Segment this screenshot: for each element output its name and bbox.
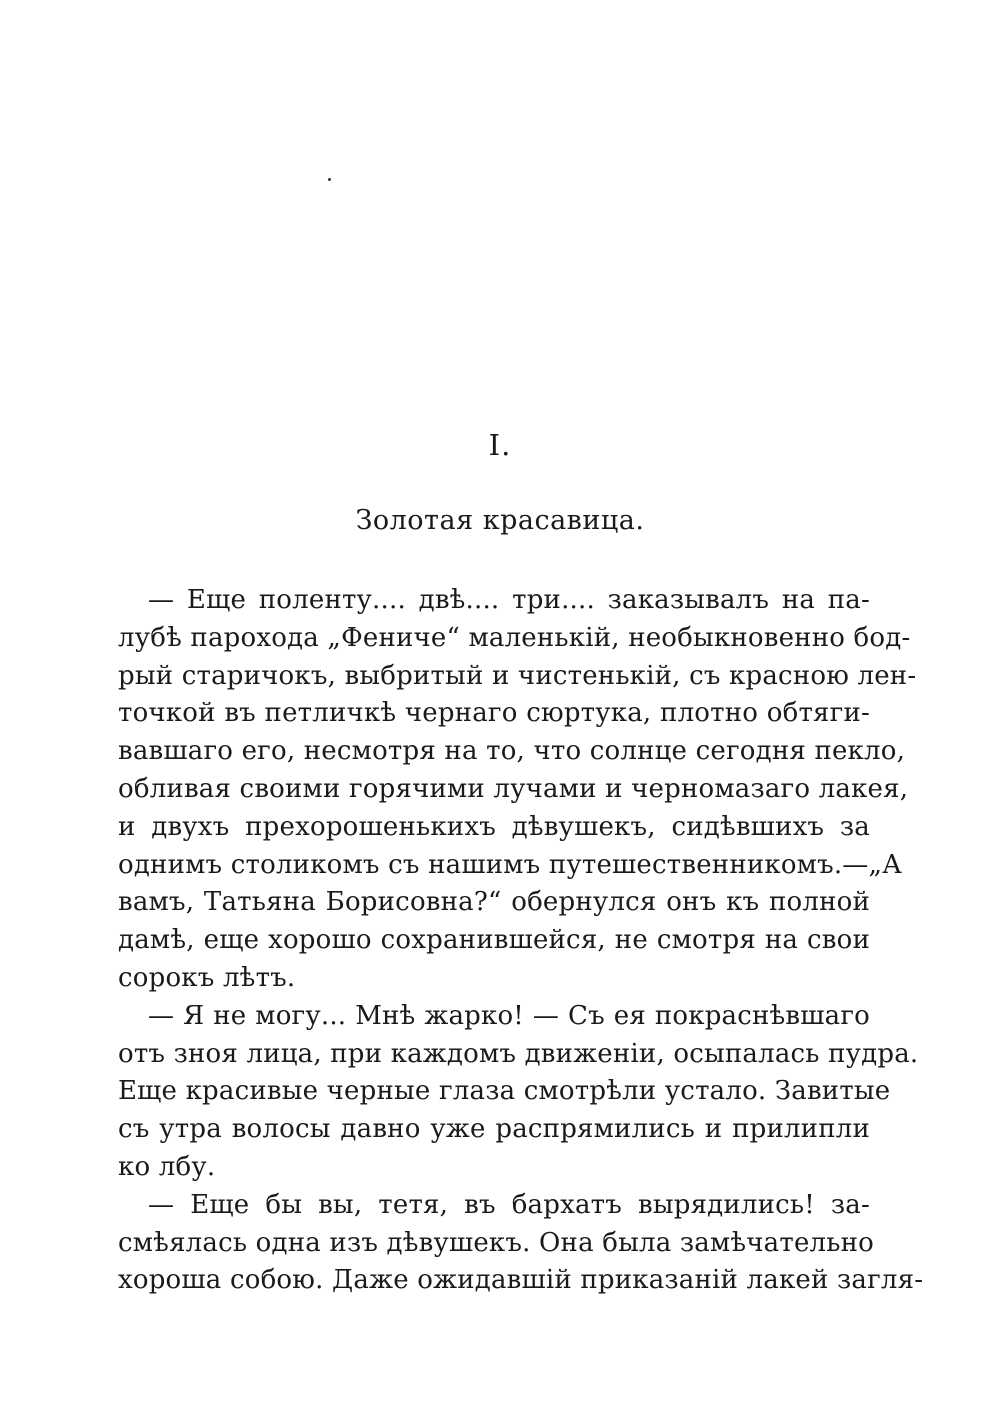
text-line: хороша собою. Даже ожидавшій приказаній лакей загля- — [118, 1265, 924, 1296]
text-line: ко лбу. — [118, 1151, 216, 1182]
text-line: — Еще бы вы, тетя, въ бархатъ вырядились! за- — [148, 1189, 870, 1220]
text-line: рый старичокъ, выбритый и чистенькій, съ красною лен- — [118, 660, 917, 691]
text-line: сорокъ лѣтъ. — [118, 962, 296, 993]
text-line: однимъ столикомъ съ нашимъ путешественникомъ.—„А — [118, 849, 903, 880]
print-speck — [328, 178, 331, 181]
text-line: съ утра волосы давно уже распрямились и прилипли — [118, 1114, 870, 1145]
text-line: дамѣ, еще хорошо сохранившейся, не смотря на свои — [118, 925, 870, 956]
text-line: вавшаго его, несмотря на то, что солнце сегодня пекло, — [118, 736, 906, 767]
text-line: точкой въ петличкѣ чернаго сюртука, плотно обтяги- — [118, 698, 870, 729]
text-line: Еще красивые черные глаза смотрѣли устало. Завитые — [118, 1076, 891, 1107]
chapter-title: Золотая красавица. — [355, 505, 645, 536]
body-text — [118, 582, 924, 1300]
text-line: лубѣ парохода „Фениче“ маленькій, необыкновенно бод- — [118, 622, 911, 653]
text-line: отъ зноя лица, при каждомъ движеніи, осыпалась пудра. — [118, 1038, 919, 1069]
text-line: вамъ, Татьяна Борисовна?“ обернулся онъ къ полной — [118, 887, 870, 918]
text-line: — Я не могу... Мнѣ жарко! — Съ ея покраснѣвшаго — [148, 1000, 870, 1031]
text-line: — Еще поленту.... двѣ.... три.... заказывалъ на па- — [148, 585, 870, 615]
text-line: смѣялась одна изъ дѣвушекъ. Она была замѣчательно — [118, 1227, 874, 1258]
text-line: и двухъ прехорошенькихъ дѣвушекъ, сидѣвшихъ за — [118, 811, 870, 842]
chapter-number: I. — [488, 428, 512, 462]
text-line: обливая своими горячими лучами и черномазаго лакея, — [118, 773, 909, 804]
